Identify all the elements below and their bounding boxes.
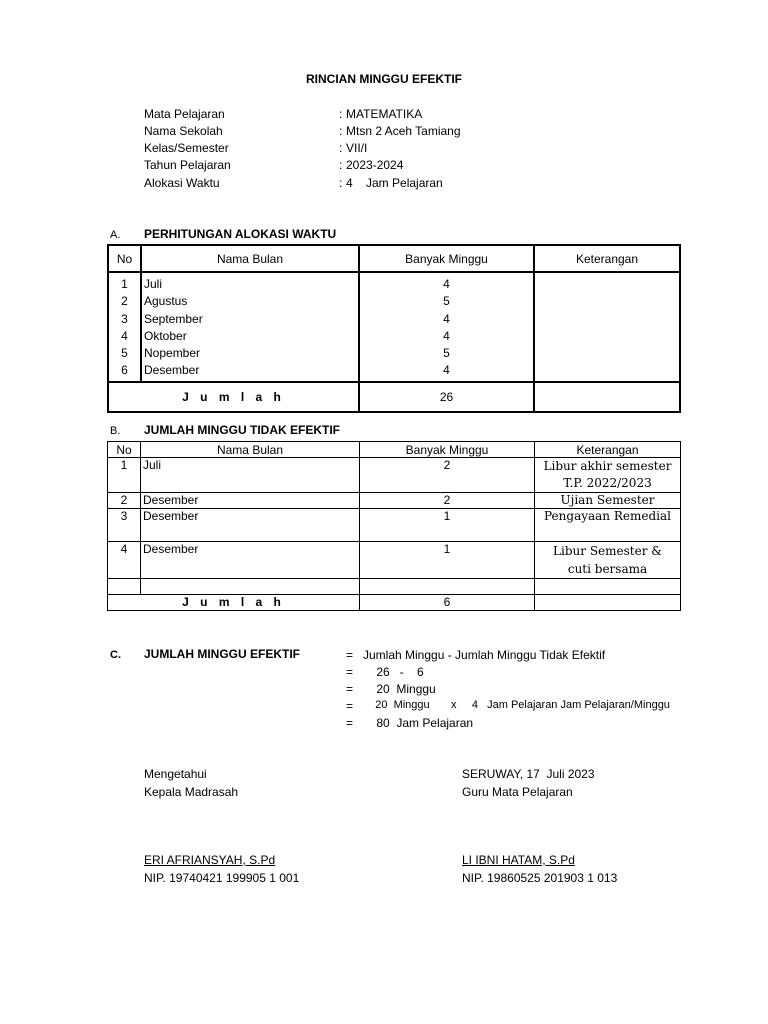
section-b-title: JUMLAH MINGGU TIDAK EFEKTIF (144, 423, 340, 437)
info-label: Mata Pelajaran (144, 107, 225, 121)
cell-minggu: 4 (443, 328, 450, 343)
cell-empty (108, 579, 141, 595)
cell-bulan: Agustus (144, 294, 188, 309)
header-banyak-minggu: Banyak Minggu (359, 245, 534, 272)
table-row (108, 542, 681, 579)
info-colon: : (339, 124, 343, 138)
cell-no: 3 (108, 509, 141, 542)
cell-minggu: 4 (443, 363, 450, 378)
section-a-letter: A. (110, 229, 121, 241)
info-value: VII/I (346, 141, 368, 155)
cell-bulan: Oktober (144, 328, 187, 343)
header-nama-bulan: Nama Bulan (141, 442, 360, 458)
signature-role: Guru Mata Pelajaran (462, 785, 573, 799)
signature-caption: Mengetahui (144, 767, 207, 781)
cell-minggu: 2 (360, 493, 535, 509)
signature-name: LI IBNI HATAM, S.Pd (462, 853, 575, 867)
cell-minggu: 2 (360, 458, 535, 493)
cell-minggu: 4 (443, 311, 450, 326)
info-value: Mtsn 2 Aceh Tamiang (346, 124, 461, 138)
calc-line: 20 Minggu x 4 Jam Pelajaran Jam Pelajaran/Minggu (363, 699, 670, 711)
header-keterangan: Keterangan (535, 442, 681, 458)
header-banyak-minggu: Banyak Minggu (360, 442, 535, 458)
cell-minggu: 1 (360, 542, 535, 579)
total-row (108, 382, 680, 412)
no-column (108, 272, 141, 382)
calc-line: 26 - 6 (363, 665, 424, 679)
table-header-row (108, 245, 680, 272)
cell-no: 5 (121, 346, 128, 361)
section-b-letter: B. (110, 425, 121, 437)
header-no: No (108, 442, 141, 458)
signature-place-date: SERUWAY, 17 Juli 2023 (462, 767, 595, 781)
total-keterangan (535, 595, 681, 611)
info-label: Kelas/Semester (144, 141, 229, 155)
info-value: MATEMATIKA (346, 107, 423, 121)
total-label: J u m l a h (108, 595, 360, 611)
bulan-column (141, 272, 359, 382)
equals-sign: = (346, 716, 354, 730)
cell-minggu: 4 (443, 277, 450, 291)
document-title: RINCIAN MINGGU EFEKTIF (306, 72, 462, 86)
cell-bulan: September (144, 311, 203, 326)
cell-no: 3 (121, 311, 128, 326)
table-header-row (108, 442, 681, 458)
table-row (108, 493, 681, 509)
cell-minggu: 1 (360, 509, 535, 542)
calc-line: Jumlah Minggu - Jumlah Minggu Tidak Efektif (363, 648, 606, 662)
cell-keterangan: Ujian Semester (535, 493, 681, 509)
cell-empty (360, 579, 535, 595)
total-keterangan (534, 382, 680, 412)
cell-bulan: Desember (141, 493, 360, 509)
info-colon: : (339, 176, 343, 190)
cell-no: 1 (121, 277, 128, 291)
info-label: Nama Sekolah (144, 124, 223, 138)
header-keterangan: Keterangan (534, 245, 680, 272)
cell-minggu: 5 (443, 294, 450, 309)
equals-sign: = (346, 665, 354, 679)
info-colon: : (339, 141, 343, 155)
info-colon: : (339, 158, 343, 172)
cell-empty (141, 579, 360, 595)
signature-nip: NIP. 19740421 199905 1 001 (144, 871, 300, 885)
info-value: 4 Jam Pelajaran (346, 176, 443, 190)
total-value: 26 (359, 382, 534, 412)
section-c-title: JUMLAH MINGGU EFEKTIF (144, 647, 300, 661)
cell-keterangan: Libur Semester & cuti bersama (535, 542, 681, 579)
cell-keterangan: Libur akhir semester T.P. 2022/2023 (535, 458, 681, 493)
cell-no: 4 (121, 328, 128, 343)
table-row (108, 509, 681, 542)
info-value: 2023-2024 (346, 158, 404, 172)
section-c-letter: C. (110, 649, 121, 661)
cell-bulan: Desember (141, 542, 360, 579)
cell-bulan: Juli (144, 277, 163, 291)
equals-sign: = (346, 699, 354, 713)
cell-empty (535, 579, 681, 595)
total-label: J u m l a h (108, 382, 359, 412)
cell-bulan: Juli (141, 458, 360, 493)
total-row (108, 595, 681, 611)
cell-bulan: Nopember (144, 346, 201, 361)
equals-sign: = (346, 648, 354, 662)
info-label: Alokasi Waktu (144, 176, 220, 190)
header-no: No (108, 245, 141, 272)
minggu-column (359, 272, 534, 382)
calc-line: 20 Minggu (363, 682, 436, 696)
section-a-title: PERHITUNGAN ALOKASI WAKTU (144, 227, 337, 241)
calc-line: 80 Jam Pelajaran (363, 716, 474, 730)
minggu-tidak-efektif-table (107, 441, 681, 611)
cell-no: 1 (108, 458, 141, 493)
signature-name: ERI AFRIANSYAH, S.Pd (144, 853, 276, 867)
info-colon: : (339, 107, 343, 121)
cell-bulan: Desember (144, 363, 200, 378)
table-row-empty (108, 579, 681, 595)
cell-no: 4 (108, 542, 141, 579)
header-nama-bulan: Nama Bulan (141, 245, 359, 272)
cell-no: 2 (121, 294, 128, 309)
cell-no: 6 (121, 363, 128, 378)
cell-minggu: 5 (443, 346, 450, 361)
cell-keterangan: Pengayaan Remedial (535, 509, 681, 542)
total-value: 6 (360, 595, 535, 611)
table-row (108, 458, 681, 493)
equals-sign: = (346, 682, 354, 696)
table-row-group (108, 272, 680, 382)
info-label: Tahun Pelajaran (144, 158, 231, 172)
alokasi-waktu-table (107, 244, 681, 413)
cell-bulan: Desember (141, 509, 360, 542)
signature-nip: NIP. 19860525 201903 1 013 (462, 871, 618, 885)
keterangan-column (534, 272, 680, 382)
signature-role: Kepala Madrasah (144, 785, 239, 799)
cell-no: 2 (108, 493, 141, 509)
